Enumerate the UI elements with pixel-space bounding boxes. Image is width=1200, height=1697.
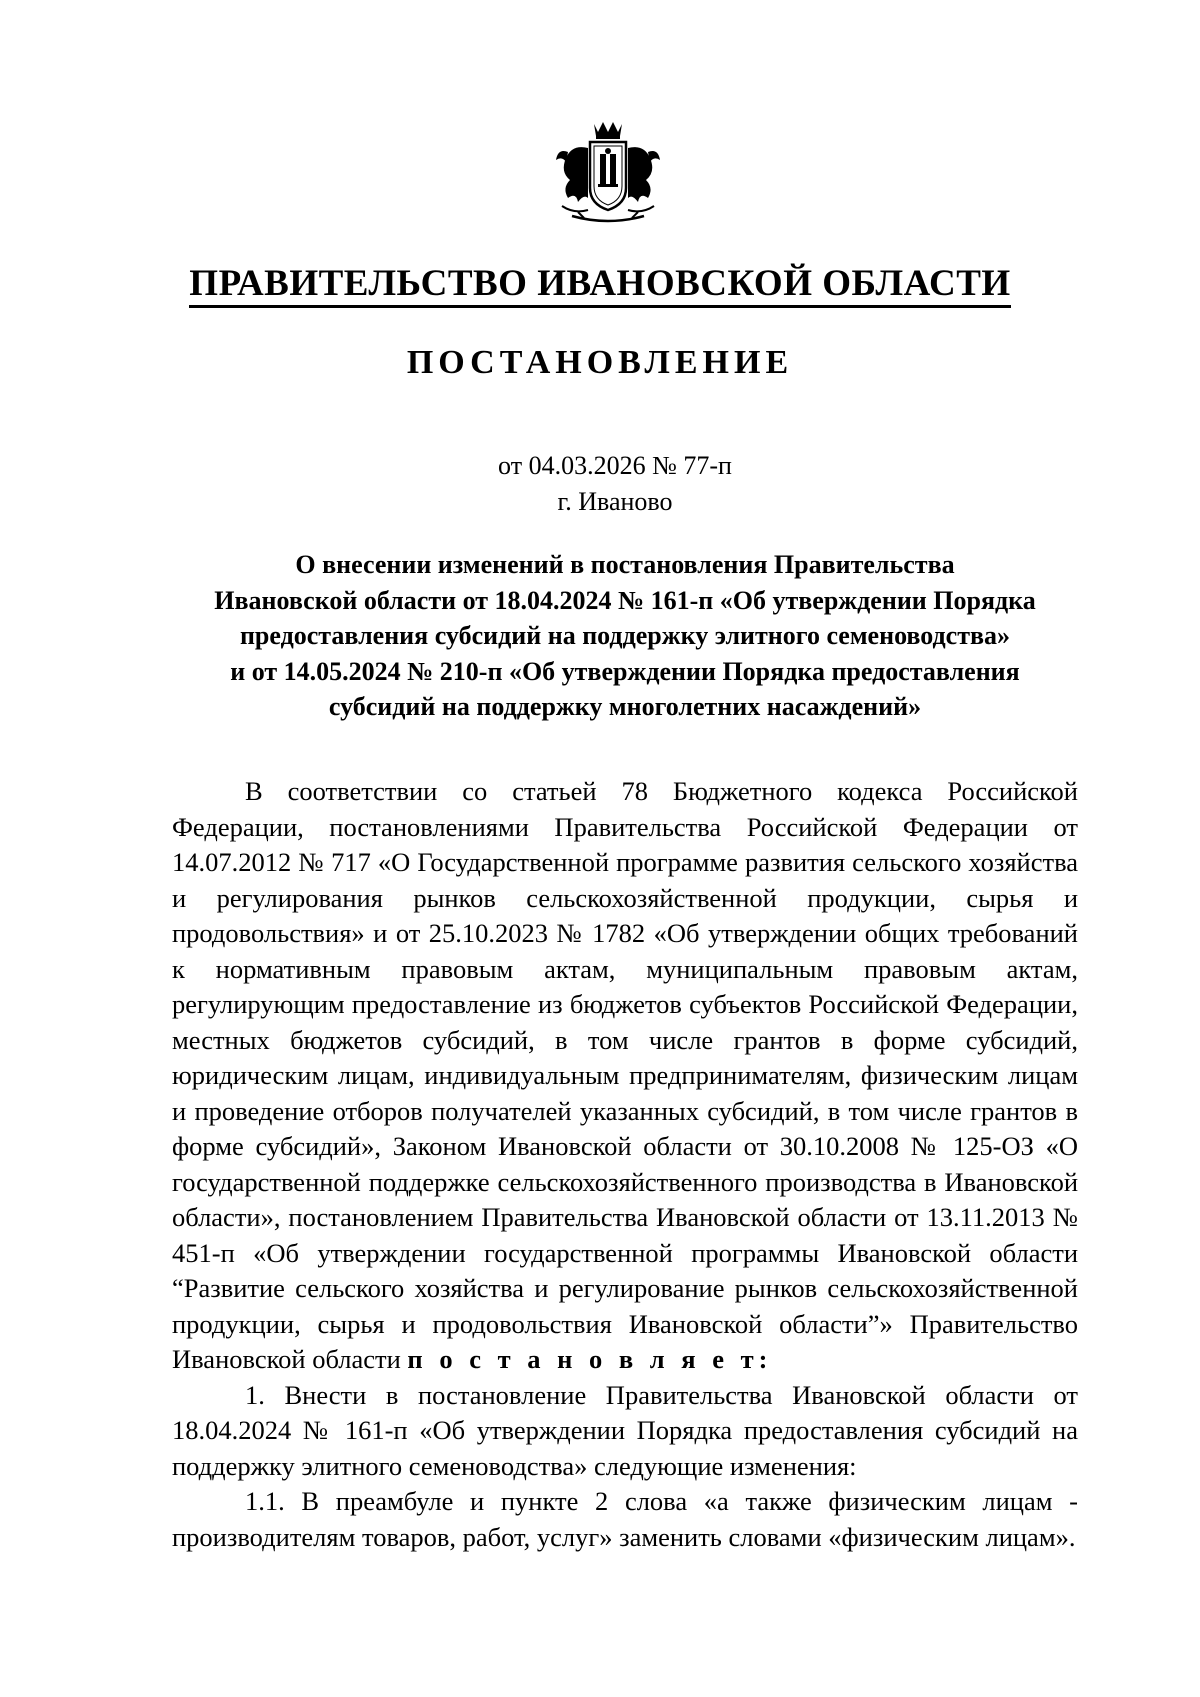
document-city: г. Иваново (557, 487, 673, 516)
subject-line: О внесении изменений в постановления Правительства (295, 550, 955, 579)
document-body (172, 774, 1078, 1555)
subject-line: предоставления субсидий на поддержку элитного семеноводства» (239, 621, 1011, 650)
preamble-text: В соответствии со статьей 78 Бюджетного кодекса Российской Федерации, постановлениями Правительства Российской Федерации от 14.07.2012 № 717 «О Государственной программе развития сельского хозяйства и регулирования рынков сельскохозяйственной продукции, сырья и продовольствия» и от 25.10.2023 № 1782 «Об утверждении общих требований к нормативным правовым актам, муниципальным правовым актам, регулирующим предоставление из бюджетов субъектов Российской Федерации, местных бюджетов субсидий, в том числе грантов в форме субсидий, юридическим лицам, индивидуальным предпринимателям, физическим лицам и проведение отборов получателей указанных субсидий, в том числе грантов в форме субсидий», Законом Ивановской области от 30.10.2008 № 125-ОЗ «О государственной поддержке сельскохозяйственного производства в Ивановской области», постановлением Правительства Ивановской области от 13.11.2013 № 451-п «Об утверждении государственной программы Ивановской области “Развитие сельского хозяйства и регулирование рынков сельскохозяйственной продукции, сырья и продовольствия Ивановской области”» Правительство Ивановской области (172, 776, 1078, 1374)
subject-line: и от 14.05.2024 № 210-п «Об утверждении Порядка предоставления (230, 656, 1020, 686)
subject-line: субсидий на поддержку многолетних насаждений» (328, 692, 922, 721)
government-title: ПРАВИТЕЛЬСТВО ИВАНОВСКОЙ ОБЛАСТИ (0, 262, 1200, 305)
ivanovo-coat-of-arms-icon (548, 118, 668, 226)
subject-line: Ивановской области от 18.04.2024 № 161-п «Об утверждении Порядка (214, 585, 1036, 615)
item-1-1-paragraph: 1.1. В преамбуле и пункте 2 слова «а также физическим лицам - производителям товаров, работ, услуг» заменить словами «физическим лицам». (172, 1486, 1078, 1552)
item-1-paragraph: 1. Внести в постановление Правительства Ивановской области от 18.04.2024 № 161-п «Об утверждении Порядка предоставления субсидий на поддержку элитного семеноводства» следующие изменения: (172, 1379, 1078, 1481)
document-type-heading: ПОСТАНОВЛЕНИЕ (406, 344, 794, 381)
preamble-paragraph (172, 774, 1078, 1378)
document-subject (170, 547, 1080, 725)
document-date-number: от 04.03.2026 № 77-п (498, 451, 732, 480)
resolves-word: п о с т а н о в л я е т: (407, 1344, 773, 1374)
